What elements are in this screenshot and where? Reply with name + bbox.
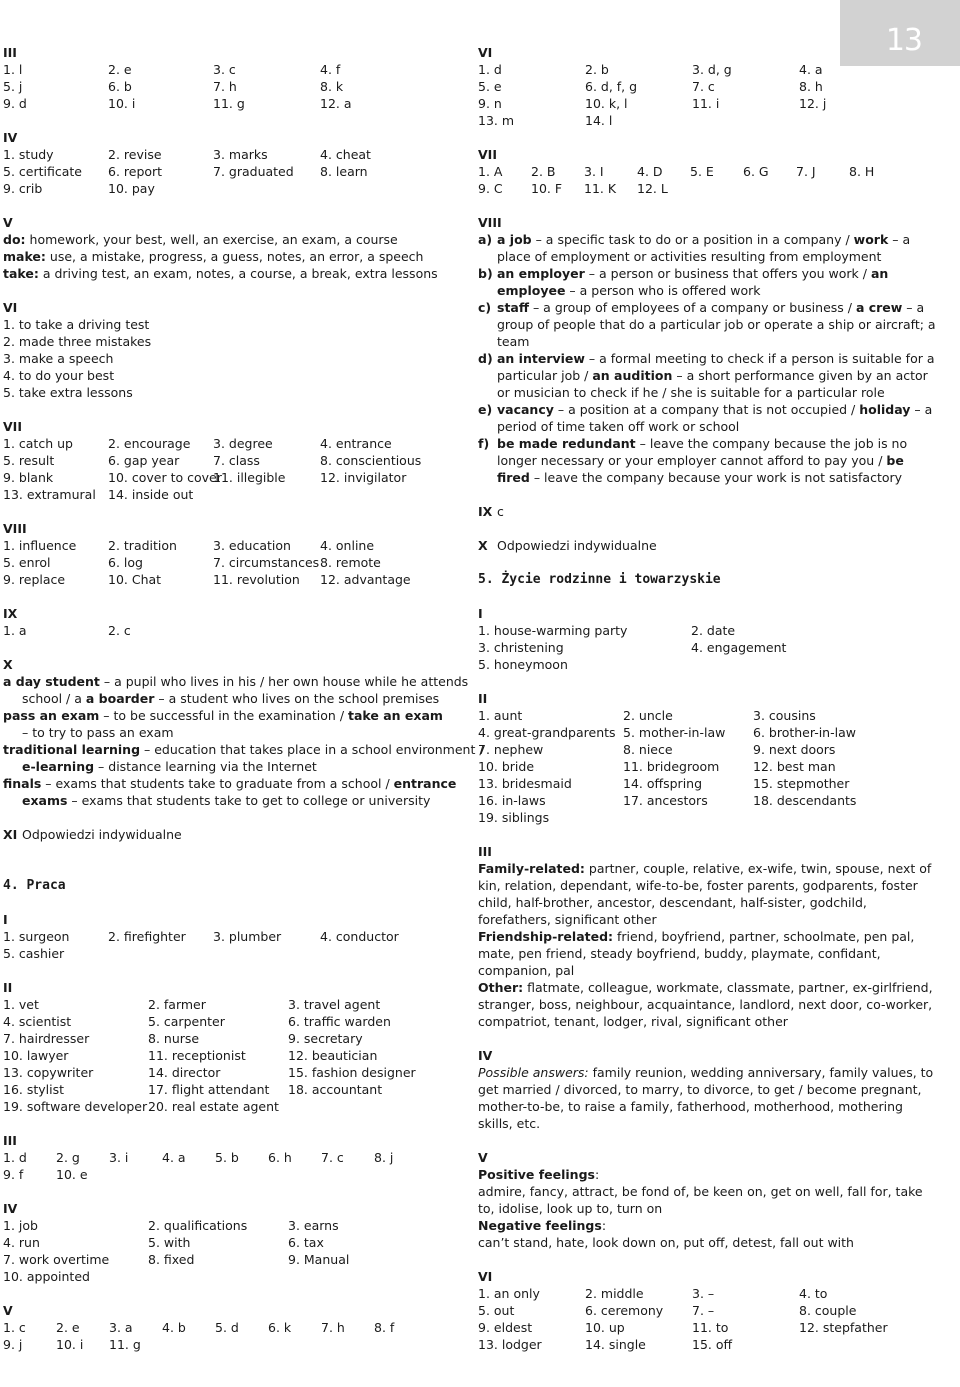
answer-item: 5. carpenter — [148, 1014, 225, 1029]
right-column — [478, 44, 940, 1353]
answer-item: 4. b — [162, 1320, 186, 1335]
definition-line: finals – exams that students take to graduate from a school / entrance — [3, 776, 457, 791]
answer-item: 6. tax — [288, 1235, 324, 1250]
answer-item: 1. l — [3, 62, 23, 77]
answer-item: 6. traffic warden — [288, 1014, 391, 1029]
definition-item — [478, 231, 940, 265]
answer-item: 8. fixed — [148, 1252, 195, 1267]
answer-item: 2. qualifications — [148, 1218, 248, 1233]
answer-item: 15. stepmother — [753, 776, 850, 791]
answer-item: 3. c — [213, 62, 236, 77]
definition-text: staff – a group of employees of a company or business / a crew – a group of people that do a particular job or operate a ship or aircraft; a team — [497, 300, 936, 349]
answer-item: 8. conscientious — [320, 453, 422, 468]
answer-grid — [3, 1149, 443, 1183]
answer-item: 18. accountant — [288, 1082, 383, 1097]
answer-item: 10. pay — [108, 181, 155, 196]
answer-grid — [478, 61, 940, 129]
collocation-line: do: homework, your best, well, an exercise, an exam, a course — [3, 232, 398, 247]
answer-item: 17. flight attendant — [148, 1082, 270, 1097]
answer-item: 4. to — [799, 1286, 828, 1301]
answer-item: 11. g — [109, 1337, 141, 1352]
answer-item: 3. travel agent — [288, 997, 381, 1012]
answer-item: 8. H — [849, 164, 875, 179]
answer-item: 3. christening — [478, 640, 564, 655]
answer-item: 15. off — [692, 1337, 733, 1352]
answer-item: 9. j — [3, 1337, 23, 1352]
answer-item: 5. certificate — [3, 164, 82, 179]
positive-feelings-label: Positive feelings: — [478, 1167, 600, 1182]
answer-item: 1. aunt — [478, 708, 523, 723]
answer-item: 7. c — [321, 1150, 344, 1165]
answer-item: 3. a — [109, 1320, 133, 1335]
answer-item: 11. to — [692, 1320, 729, 1335]
section-title: V — [3, 1303, 13, 1318]
answer-item: 2. B — [531, 164, 556, 179]
answer-item: 12. j — [799, 96, 827, 111]
definition-line: – to try to pass an exam — [22, 725, 174, 740]
answer-item: 8. couple — [799, 1303, 857, 1318]
answer-item: 7. class — [213, 453, 260, 468]
answer-item: 10. i — [56, 1337, 84, 1352]
answer-item: 7. nephew — [478, 742, 544, 757]
section-title: VI — [478, 45, 493, 60]
answer-item: 4. a — [799, 62, 823, 77]
answer-item: 1. influence — [3, 538, 77, 553]
answer-item: 3. earns — [288, 1218, 339, 1233]
section-title: II — [478, 691, 488, 706]
answer-item: 5. enrol — [3, 555, 51, 570]
section-title: I — [478, 606, 483, 621]
definition-text: a job – a specific task to do or a position in a company / work – a place of employment or activities resulting from employment — [497, 232, 911, 264]
chapter-heading: 4. Praca — [3, 878, 66, 893]
answer-item: 1. to take a driving test — [3, 317, 150, 332]
answer-item: 3. – — [692, 1286, 715, 1301]
answer-item: 16. in-laws — [478, 793, 546, 808]
answer-item: 6. b — [108, 79, 132, 94]
section-xi: XI Odpowiedzi indywidualne — [3, 827, 182, 842]
definition-letter: b) — [478, 266, 493, 281]
answer-item: 9. Manual — [288, 1252, 350, 1267]
answer-item: 10. appointed — [3, 1269, 90, 1284]
answer-item: 7. c — [692, 79, 715, 94]
answer-item: 8. j — [374, 1150, 394, 1165]
definition-text: be made redundant – leave the company because the job is no longer necessary or your employer cannot afford to pay you / be fired – leave the company because your work is not satisfactory — [497, 436, 908, 485]
answer-item: 3. degree — [213, 436, 273, 451]
answer-item: 19. siblings — [478, 810, 550, 825]
possible-answers: Possible answers: family reunion, wedding anniversary, family values, to get married / divorced, to marry, to divorce, to get / become pregnant, mother-to-be, to raise a family, fatherhood, motherhood, mothering skills, etc. — [478, 1065, 934, 1131]
answer-item: 12. a — [320, 96, 352, 111]
answer-grid — [3, 622, 443, 639]
answer-item: 2. e — [108, 62, 132, 77]
answer-item: 13. m — [478, 113, 515, 128]
answer-item: 11. g — [213, 96, 245, 111]
definition-letter: a) — [478, 232, 493, 247]
answer-item: 1. a — [3, 623, 27, 638]
answer-item: 8. k — [320, 79, 344, 94]
answer-item: 12. L — [637, 181, 668, 196]
answer-item: 10. e — [56, 1167, 88, 1182]
answer-item: 11. i — [692, 96, 720, 111]
answer-item: 6. d, f, g — [585, 79, 638, 94]
answer-item: 9. eldest — [478, 1320, 533, 1335]
section-title: IV — [3, 130, 18, 145]
definition-letter: c) — [478, 300, 492, 315]
word-group: Friendship-related: friend, boyfriend, partner, schoolmate, pen pal, mate, pen friend, steady boyfriend, buddy, playmate, confidant, companion, pal — [478, 929, 915, 978]
negative-feelings-label: Negative feelings: — [478, 1218, 607, 1233]
answer-item: 13. lodger — [478, 1337, 542, 1352]
section-title: VII — [3, 419, 22, 434]
section-title: VI — [3, 300, 18, 315]
answer-item: 2. middle — [585, 1286, 644, 1301]
definition-item — [478, 299, 940, 350]
answer-item: 9. f — [3, 1167, 24, 1182]
answer-item: 6. log — [108, 555, 143, 570]
section-title: IV — [478, 1048, 493, 1063]
definition-item — [478, 350, 940, 401]
answer-item: 10. Chat — [108, 572, 162, 587]
answer-item: 6. h — [268, 1150, 292, 1165]
answer-item: 18. descendants — [753, 793, 857, 808]
definition-line: exams – exams that students take to get to college or university — [22, 793, 431, 808]
section-title: VIII — [3, 521, 27, 536]
definition-item — [478, 435, 940, 486]
answer-grid — [478, 163, 940, 197]
section-title: I — [3, 912, 8, 927]
answer-item: 7. J — [796, 164, 816, 179]
answer-item: 5. cashier — [3, 946, 65, 961]
answer-item: 5. honeymoon — [478, 657, 568, 672]
answer-grid — [3, 61, 443, 112]
definition-letter: f) — [478, 436, 490, 451]
left-column — [3, 44, 484, 1353]
answer-item: 14. l — [585, 113, 613, 128]
answer-item: 11. illegible — [213, 470, 286, 485]
answer-item: 6. report — [108, 164, 163, 179]
answer-item: 12. stepfather — [799, 1320, 888, 1335]
answer-item: 2. made three mistakes — [3, 334, 152, 349]
section-title: III — [3, 1133, 17, 1148]
answer-grid — [478, 707, 940, 826]
answer-item: 19. software developer — [3, 1099, 148, 1114]
word-group: Other: flatmate, colleague, workmate, classmate, partner, ex-girlfriend, stranger, boss, neighbour, acquaintance, landlord, next door, co-worker, compatriot, tenant, lodger, rival, significant other — [478, 980, 933, 1029]
answer-item: 5. e — [478, 79, 502, 94]
word-group: Family-related: partner, couple, relative, ex-wife, twin, spouse, next of kin, relation, dependant, wife-to-be, foster parents, godparents, foster child, half-brother, ancestor, descendant, half-sister, godchild, forefathers, significant other — [478, 861, 932, 927]
answer-item: 6. k — [268, 1320, 292, 1335]
answer-item: 4. scientist — [3, 1014, 72, 1029]
answer-item: 1. job — [3, 1218, 38, 1233]
chapter-heading: 5. Życie rodzinne i towarzyskie — [478, 572, 721, 587]
section-title: VII — [478, 147, 497, 162]
answer-item: 11. receptionist — [148, 1048, 246, 1063]
answer-item: 1. house-warming party — [478, 623, 628, 638]
definition-item — [478, 265, 940, 299]
answer-item: 6. G — [743, 164, 769, 179]
answer-item: 8. f — [374, 1320, 395, 1335]
definition-text: an interview – a formal meeting to check if a person is suitable for a particular job / an audition – a short performance given by an actor or musician to check if he / she is suitable for a particular role — [497, 351, 935, 400]
answer-item: 8. nurse — [148, 1031, 200, 1046]
answer-item: 7. – — [692, 1303, 715, 1318]
answer-item: 17. ancestors — [623, 793, 708, 808]
answer-item: 10. k, l — [585, 96, 628, 111]
section-title: V — [478, 1150, 488, 1165]
answer-item: 5. b — [215, 1150, 239, 1165]
answer-item: 8. niece — [623, 742, 673, 757]
answer-item: 2. g — [56, 1150, 80, 1165]
answer-item: 11. revolution — [213, 572, 300, 587]
answer-item: 4. engagement — [691, 640, 787, 655]
answer-item: 10. up — [585, 1320, 625, 1335]
answer-item: 12. invigilator — [320, 470, 407, 485]
answer-item: 2. farmer — [148, 997, 206, 1012]
answer-item: 9. crib — [3, 181, 43, 196]
answer-item: 7. h — [213, 79, 237, 94]
answer-item: 10. lawyer — [3, 1048, 69, 1063]
answer-item: 2. date — [691, 623, 736, 638]
answer-item: 8. learn — [320, 164, 368, 179]
answer-item: 1. d — [3, 1150, 27, 1165]
answer-item: 9. n — [478, 96, 502, 111]
answer-item: 7. graduated — [213, 164, 294, 179]
collocation-line: take: a driving test, an exam, notes, a course, a break, extra lessons — [3, 266, 438, 281]
answer-item: 5. d — [215, 1320, 239, 1335]
answer-grid — [3, 435, 443, 503]
answer-item: 1. surgeon — [3, 929, 70, 944]
answer-item: 8. h — [799, 79, 823, 94]
answer-item: 11. K — [584, 181, 617, 196]
answer-item: 1. vet — [3, 997, 39, 1012]
definition-text: vacancy – a position at a company that is not occupied / holiday – a period of time taken off work or school — [497, 402, 933, 434]
answer-item: 7. h — [321, 1320, 345, 1335]
answer-item: 10. F — [531, 181, 563, 196]
definition-line: e-learning – distance learning via the Internet — [22, 759, 317, 774]
definition-line: a day student – a pupil who lives in his / her own house while he attends — [3, 674, 469, 689]
answer-item: 20. real estate agent — [148, 1099, 279, 1114]
answer-item: 16. stylist — [3, 1082, 65, 1097]
answer-item: 13. extramural — [3, 487, 96, 502]
answer-item: 4. entrance — [320, 436, 392, 451]
definition-text: an employer – a person or business that offers you work / an employee – a person who is offered work — [497, 266, 889, 298]
answer-item: 3. cousins — [753, 708, 816, 723]
answer-item: 4. online — [320, 538, 375, 553]
answer-item: 3. education — [213, 538, 291, 553]
answer-item: 1. study — [3, 147, 54, 162]
section-title: IV — [3, 1201, 18, 1216]
answer-item: 4. conductor — [320, 929, 399, 944]
negative-feelings-text: can’t stand, hate, look down on, put off, detest, fall out with — [478, 1235, 854, 1250]
answer-item: 4. cheat — [320, 147, 371, 162]
answer-item: 13. copywriter — [3, 1065, 94, 1080]
answer-item: 2. uncle — [623, 708, 673, 723]
answer-item: 2. encourage — [108, 436, 191, 451]
page-number: 13 — [885, 23, 922, 58]
answer-grid — [478, 622, 940, 673]
answer-item: 11. bridegroom — [623, 759, 720, 774]
answer-item: 10. i — [108, 96, 136, 111]
answer-item: 2. revise — [108, 147, 162, 162]
answer-item: 10. cover to cover — [108, 470, 222, 485]
section-ix: IX c — [478, 504, 504, 519]
answer-item: 14. inside out — [108, 487, 194, 502]
definitions-block — [478, 231, 940, 486]
answer-item: 3. I — [584, 164, 604, 179]
answer-item: 1. c — [3, 1320, 26, 1335]
answer-item: 9. blank — [3, 470, 54, 485]
collocation-block — [3, 231, 443, 282]
collocation-line: make: use, a mistake, progress, a guess, notes, an error, a speech — [3, 249, 424, 264]
answer-grid — [478, 1285, 940, 1353]
answer-item: 6. ceremony — [585, 1303, 664, 1318]
answer-item: 5. j — [3, 79, 23, 94]
answer-item: 4. a — [162, 1150, 186, 1165]
answer-item: 9. secretary — [288, 1031, 363, 1046]
answer-grid — [3, 996, 443, 1115]
section-title: II — [3, 980, 13, 995]
answer-item: 1. catch up — [3, 436, 73, 451]
answer-item: 4. great-grandparents — [478, 725, 616, 740]
section-title: V — [3, 215, 13, 230]
answer-item: 1. an only — [478, 1286, 540, 1301]
answer-grid — [3, 1217, 443, 1285]
answer-item: 4. to do your best — [3, 368, 115, 383]
answer-item: 3. i — [109, 1150, 129, 1165]
section-x: X Odpowiedzi indywidualne — [478, 538, 657, 553]
answer-item: 10. bride — [478, 759, 535, 774]
definition-line: school / a a boarder – a student who lives on the school premises — [22, 691, 440, 706]
definition-letter: e) — [478, 402, 493, 417]
answer-item: 3. d, g — [692, 62, 732, 77]
definition-line: pass an exam – to be successful in the examination / take an exam — [3, 708, 443, 723]
answer-item: 5. with — [148, 1235, 191, 1250]
definition-line: traditional learning – education that takes place in a school environment / — [3, 742, 484, 757]
answer-item: 7. circumstances — [213, 555, 320, 570]
section-title: III — [478, 844, 492, 859]
section-title: VIII — [478, 215, 502, 230]
answer-item: 8. remote — [320, 555, 381, 570]
answer-item: 12. best man — [753, 759, 836, 774]
answer-item: 7. work overtime — [3, 1252, 110, 1267]
answer-item: 9. C — [478, 181, 503, 196]
answer-item: 13. bridesmaid — [478, 776, 572, 791]
answer-item: 5. mother-in-law — [623, 725, 726, 740]
answer-grid — [3, 928, 443, 962]
answer-item: 2. c — [108, 623, 131, 638]
answer-item: 5. E — [690, 164, 714, 179]
section-title: III — [3, 45, 17, 60]
definition-item — [478, 401, 940, 435]
positive-feelings-text: admire, fancy, attract, be fond of, be keen on, get on well, fall for, take to, idolise, look up to, turn on — [478, 1184, 923, 1216]
answer-item: 12. beautician — [288, 1048, 378, 1063]
answer-item: 2. b — [585, 62, 609, 77]
answer-item: 14. offspring — [623, 776, 703, 791]
answer-grid — [3, 1319, 443, 1353]
answer-item: 1. A — [478, 164, 503, 179]
answer-grid — [3, 146, 443, 197]
answer-item: 12. advantage — [320, 572, 411, 587]
section-title: VI — [478, 1269, 493, 1284]
answer-item: 5. out — [478, 1303, 515, 1318]
answer-item: 14. director — [148, 1065, 221, 1080]
definition-letter: d) — [478, 351, 493, 366]
answer-item: 6. gap year — [108, 453, 180, 468]
answer-list — [3, 316, 443, 401]
answer-item: 3. plumber — [213, 929, 282, 944]
answer-item: 6. brother-in-law — [753, 725, 856, 740]
answer-item: 9. d — [3, 96, 27, 111]
answer-grid — [3, 537, 443, 588]
section-title: IX — [3, 606, 18, 621]
answer-item: 1. d — [478, 62, 502, 77]
answer-item: 4. D — [637, 164, 663, 179]
answer-item: 14. single — [585, 1337, 646, 1352]
answer-item: 3. make a speech — [3, 351, 114, 366]
answer-item: 2. e — [56, 1320, 80, 1335]
answer-item: 9. replace — [3, 572, 66, 587]
answer-item: 5. result — [3, 453, 55, 468]
answer-item: 2. tradition — [108, 538, 177, 553]
answer-item: 4. run — [3, 1235, 40, 1250]
answer-item: 15. fashion designer — [288, 1065, 416, 1080]
answer-item: 3. marks — [213, 147, 268, 162]
answer-item: 7. hairdresser — [3, 1031, 90, 1046]
answer-item: 2. firefighter — [108, 929, 186, 944]
answer-item: 9. next doors — [753, 742, 836, 757]
section-title: X — [3, 657, 13, 672]
answer-item: 5. take extra lessons — [3, 385, 133, 400]
answer-item: 4. f — [320, 62, 341, 77]
